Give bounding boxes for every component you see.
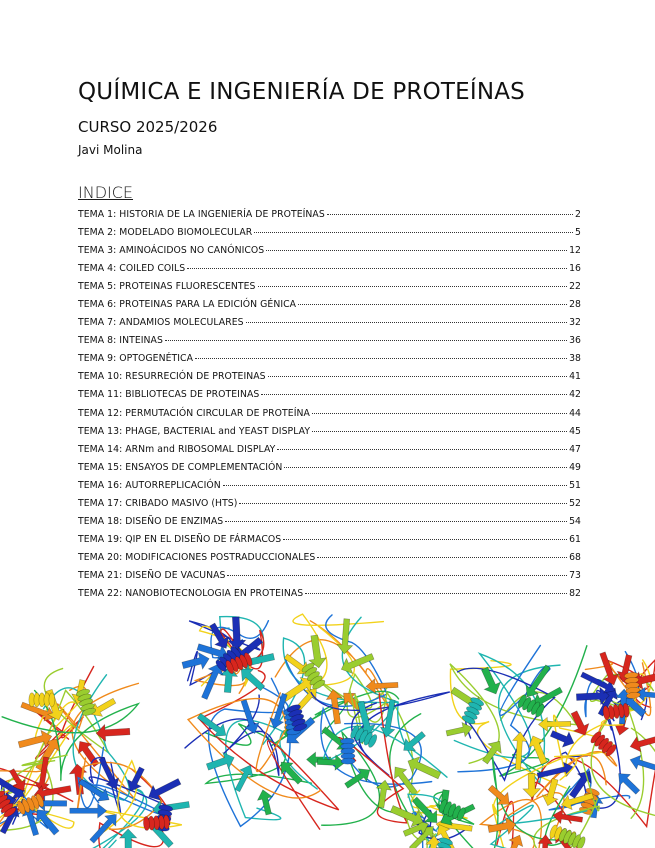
toc-entry[interactable] [78, 299, 581, 317]
toc-dot-leader [277, 449, 567, 450]
toc-entry[interactable] [78, 570, 581, 588]
toc-dot-leader [327, 214, 573, 215]
beta-strand-arrow [145, 774, 183, 804]
toc-entry[interactable] [78, 353, 581, 371]
author-name: Javi Molina [78, 143, 143, 157]
toc-entry[interactable] [78, 227, 581, 245]
toc-entry-page: 49 [569, 461, 581, 473]
protein-structure-image [0, 600, 655, 848]
toc-entry-page: 38 [569, 353, 581, 365]
toc-entry-label: TEMA 21: DISEÑO DE VACUNAS [78, 569, 226, 581]
toc-entry-label: TEMA 18: DISEÑO DE ENZIMAS [78, 515, 224, 527]
toc-dot-leader [266, 250, 567, 251]
toc-entry-page: 51 [569, 479, 581, 491]
toc-entry-page: 52 [569, 497, 581, 509]
toc-entry-page: 41 [569, 371, 581, 383]
toc-dot-leader [165, 340, 567, 341]
protein-loop [58, 683, 139, 800]
beta-strand-arrow [120, 829, 137, 848]
toc-entry-label: TEMA 13: PHAGE, BACTERIAL and YEAST DISPLAY [78, 425, 311, 437]
toc-dot-leader [195, 358, 567, 359]
toc-dot-leader [298, 304, 567, 305]
toc-entry[interactable] [78, 516, 581, 534]
toc-entry-page: 16 [569, 263, 581, 275]
toc-entry-page: 47 [569, 443, 581, 455]
toc-entry-label: TEMA 2: MODELADO BIOMOLECULAR [78, 227, 253, 239]
course-year: CURSO 2025/2026 [78, 118, 218, 136]
toc-dot-leader [258, 286, 568, 287]
toc-dot-leader [246, 322, 567, 323]
toc-entry[interactable] [78, 281, 581, 299]
beta-strand-arrow [399, 728, 429, 757]
toc-entry[interactable] [78, 480, 581, 498]
toc-entry-page: 22 [569, 281, 581, 293]
toc-entry[interactable] [78, 317, 581, 335]
toc-entry-label: TEMA 11: BIBLIOTECAS DE PROTEINAS [78, 389, 260, 401]
alpha-helix [340, 738, 355, 764]
toc-entry-label: TEMA 5: PROTEINAS FLUORESCENTES [78, 281, 256, 293]
toc-entry-page: 42 [569, 389, 581, 401]
toc-entry[interactable] [78, 335, 581, 353]
toc-entry-label: TEMA 3: AMINOÁCIDOS NO CANÓNICOS [78, 245, 265, 257]
toc-entry-label: TEMA 16: AUTORREPLICACIÓN [78, 479, 221, 491]
toc-entry-label: TEMA 1: HISTORIA DE LA INGENIERÍA DE PROTEÍNAS [78, 209, 325, 220]
toc-entry-page: 36 [569, 335, 581, 347]
toc-entry-page: 12 [569, 245, 581, 257]
toc-entry-page: 73 [569, 569, 581, 581]
toc-entry-page: 44 [569, 407, 581, 419]
toc-entry[interactable] [78, 371, 581, 389]
toc-entry-page: 54 [569, 515, 581, 527]
toc-entry[interactable] [78, 426, 581, 444]
alpha-helix [29, 693, 55, 707]
toc-entry[interactable] [78, 534, 581, 552]
beta-strand-arrow [317, 754, 345, 771]
toc-entry-page: 68 [569, 551, 581, 563]
toc-entry-page: 5 [575, 227, 581, 239]
toc-dot-leader [284, 467, 567, 468]
toc-entry[interactable] [78, 498, 581, 516]
toc-entry[interactable] [78, 462, 581, 480]
toc-entry-label: TEMA 9: OPTOGENÉTICA [78, 353, 193, 365]
toc-dot-leader [261, 394, 567, 395]
toc-entry-page: 61 [569, 533, 581, 545]
toc-entry-label: TEMA 20: MODIFICACIONES POSTRADUCCIONALES [78, 551, 316, 563]
toc-entry-label: TEMA 10: RESURRECIÓN DE PROTEINAS [78, 371, 266, 383]
beta-strand-arrow [502, 832, 527, 848]
table-of-contents [78, 209, 581, 606]
toc-entry-label: TEMA 4: COILED COILS [78, 263, 186, 275]
toc-entry-label: TEMA 19: QIP EN EL DISEÑO DE FÁRMACOS [78, 533, 282, 545]
toc-entry[interactable] [78, 245, 581, 263]
toc-entry-label: TEMA 8: INTEINAS [78, 335, 163, 347]
toc-entry[interactable] [78, 444, 581, 462]
beta-strand-arrow [86, 809, 122, 846]
toc-dot-leader [312, 431, 567, 432]
toc-dot-leader [305, 593, 567, 594]
toc-dot-leader [239, 503, 567, 504]
toc-dot-leader [317, 557, 567, 558]
toc-entry-page: 32 [569, 317, 581, 329]
toc-dot-leader [227, 575, 567, 576]
toc-entry-page: 2 [575, 209, 581, 220]
toc-entry[interactable] [78, 408, 581, 426]
toc-entry-page: 82 [569, 587, 581, 599]
toc-dot-leader [187, 268, 567, 269]
toc-entry[interactable] [78, 552, 581, 570]
toc-entry-label: TEMA 14: ARNm and RIBOSOMAL DISPLAY [78, 443, 276, 455]
toc-entry-label: TEMA 22: NANOBIOTECNOLOGIA EN PROTEINAS [78, 587, 304, 599]
toc-entry-page: 45 [569, 425, 581, 437]
toc-dot-leader [223, 485, 567, 486]
toc-entry[interactable] [78, 263, 581, 281]
document-title: QUÍMICA E INGENIERÍA DE PROTEÍNAS [78, 79, 525, 105]
toc-entry-label: TEMA 6: PROTEINAS PARA LA EDICIÓN GÉNICA [78, 299, 297, 311]
toc-entry-label: TEMA 12: PERMUTACIÓN CIRCULAR DE PROTEÍNA [78, 407, 310, 419]
beta-strand-arrow [628, 730, 655, 754]
toc-entry-label: TEMA 17: CRIBADO MASIVO (HTS) [78, 497, 238, 509]
toc-entry-label: TEMA 7: ANDAMIOS MOLECULARES [78, 317, 244, 329]
beta-strand-arrow [194, 710, 230, 742]
toc-dot-leader [254, 232, 573, 233]
alpha-helix [624, 672, 641, 699]
toc-entry-label: TEMA 15: ENSAYOS DE COMPLEMENTACIÓN [78, 461, 283, 473]
toc-entry[interactable] [78, 209, 581, 227]
alpha-helix [143, 815, 170, 831]
toc-heading: INDICE [78, 183, 134, 202]
beta-strand-arrow [205, 749, 238, 775]
toc-dot-leader [283, 539, 567, 540]
toc-dot-leader [268, 376, 567, 377]
toc-entry-page: 28 [569, 299, 581, 311]
toc-dot-leader [225, 521, 567, 522]
toc-dot-leader [312, 413, 567, 414]
toc-entry[interactable] [78, 389, 581, 407]
beta-strand-arrow [70, 804, 107, 818]
